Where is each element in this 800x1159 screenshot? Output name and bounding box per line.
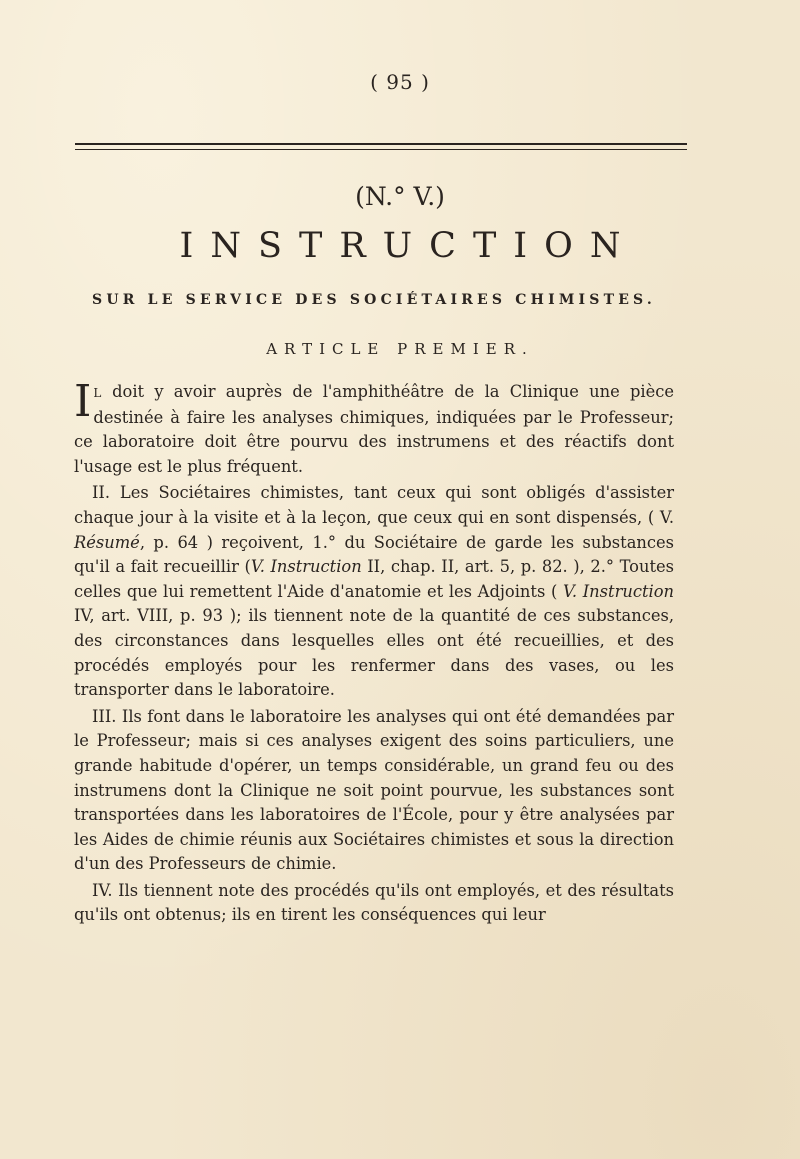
paragraph-1-text: doit y avoir auprès de l'amphithéâtre de la Clinique une pièce destinée à faire les analyses chimiques, indiquées par le Professeur; ce laboratoire doit être pourvu des instrumens et des réactifs dont l'usage est le plus fréquent. <box>74 382 674 476</box>
paragraph-2-text-d: IV, art. VIII, p. 93 ); ils tiennent note de la quantité de ces substances, des circonstances dans lesquelles elles ont été recueillies, et des procédés employés pour les renfermer dans des vases, ou les transporter dans le laboratoire. <box>74 606 674 700</box>
document-number: (N.° V.) <box>355 182 445 211</box>
body-text <box>74 376 674 930</box>
reference-resume: Résumé <box>74 532 140 552</box>
drop-cap: I <box>74 376 92 427</box>
page-number: ( 95 ) <box>370 70 430 94</box>
paragraph-1 <box>74 376 674 479</box>
document-subtitle: SUR LE SERVICE DES SOCIÉTAIRES CHIMISTES. <box>92 292 656 308</box>
paragraph-2-text-a: II. Les Sociétaires chimistes, tant ceux qui sont obligés d'assister chaque jour à la visite et à la leçon, que ceux qui en sont dispensés, ( V. <box>74 483 674 527</box>
reference-instruction-ii: V. Instruction <box>250 557 362 577</box>
header-rule-thin <box>75 149 687 150</box>
drop-cap-continuation: L <box>93 386 102 400</box>
document-title: INSTRUCTION <box>179 226 638 266</box>
paragraph-3: III. Ils font dans le laboratoire les analyses qui ont été demandées par le Professeur; mais si ces analyses exigent des soins particuliers, une grande habitude d'opérer, un temps considérable, un grand feu ou des instrumens dont la Clinique ne soit point pourvue, les substances sont transportées dans les laboratoires de l'École, pour y être analysées par les Aides de chimie réunis aux Sociétaires chimistes et sous la direction d'un des Professeurs de chimie. <box>74 706 674 874</box>
paragraph-2-text-c: II, chap. II, art. 5, p. 82. ), 2.° Toutes celles que lui remettent l'Aide d'anatomie et les Adjoints ( <box>74 557 674 601</box>
paragraph-2 <box>74 481 674 702</box>
reference-instruction-iv: V. Instruction <box>563 581 674 601</box>
header-rule-thick <box>75 143 687 145</box>
paragraph-2-text-b: , p. 64 ) reçoivent, 1.° du Sociétaire de garde les substances qu'il a fait recueillir ( <box>74 532 674 577</box>
article-heading: ARTICLE PREMIER. <box>266 340 534 358</box>
paragraph-4: IV. Ils tiennent note des procédés qu'ils ont employés, et des résultats qu'ils ont obtenus; ils en tirent les conséquences qui leur <box>74 880 674 925</box>
